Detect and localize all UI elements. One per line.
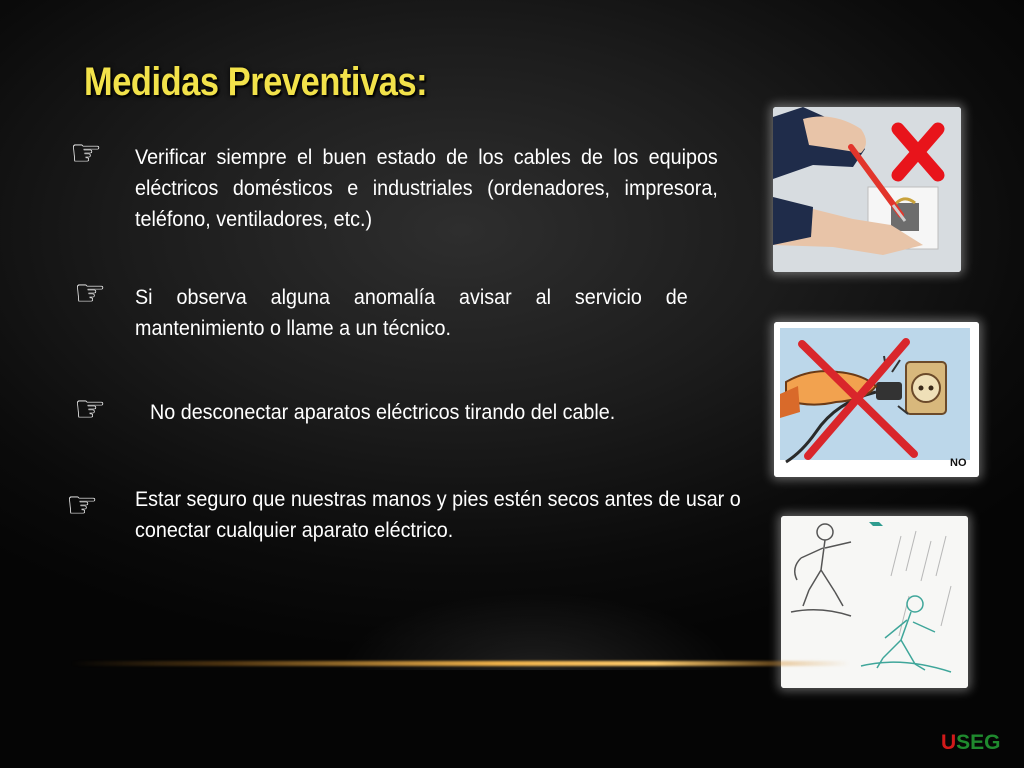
pointing-hand-icon: ☞ <box>74 273 107 314</box>
pointing-hand-icon: ☞ <box>74 389 107 430</box>
background-glow <box>200 560 760 670</box>
bullet-1-text: Verificar siempre el buen estado de los cables de los equipos eléctricos domésticos e industriales (ordenadores, impresora, teléfono, ventiladores, etc.) <box>135 146 718 231</box>
useg-logo: USEG <box>941 731 1001 754</box>
pointing-hand-icon: ☞ <box>66 485 99 526</box>
socket-photo <box>773 107 961 272</box>
bullet-4-text: Estar seguro que nuestras manos y pies estén secos antes de usar o conectar cualquier aparato eléctrico. <box>135 488 741 542</box>
bullet-2-text: Si observa alguna anomalía avisar al servicio de mantenimiento o llame a un técnico. <box>135 286 688 340</box>
pointing-hand-icon: ☞ <box>70 133 103 174</box>
slide-title: Medidas Preventivas: <box>84 60 428 104</box>
accent-line <box>70 661 850 666</box>
socket-photo-graphic <box>773 107 961 272</box>
no-caption: NO <box>950 457 967 469</box>
plug-illustration <box>774 322 979 477</box>
plug-illustration-graphic <box>774 322 979 477</box>
bullet-3-text: No desconectar aparatos eléctricos tirando del cable. <box>150 401 616 424</box>
